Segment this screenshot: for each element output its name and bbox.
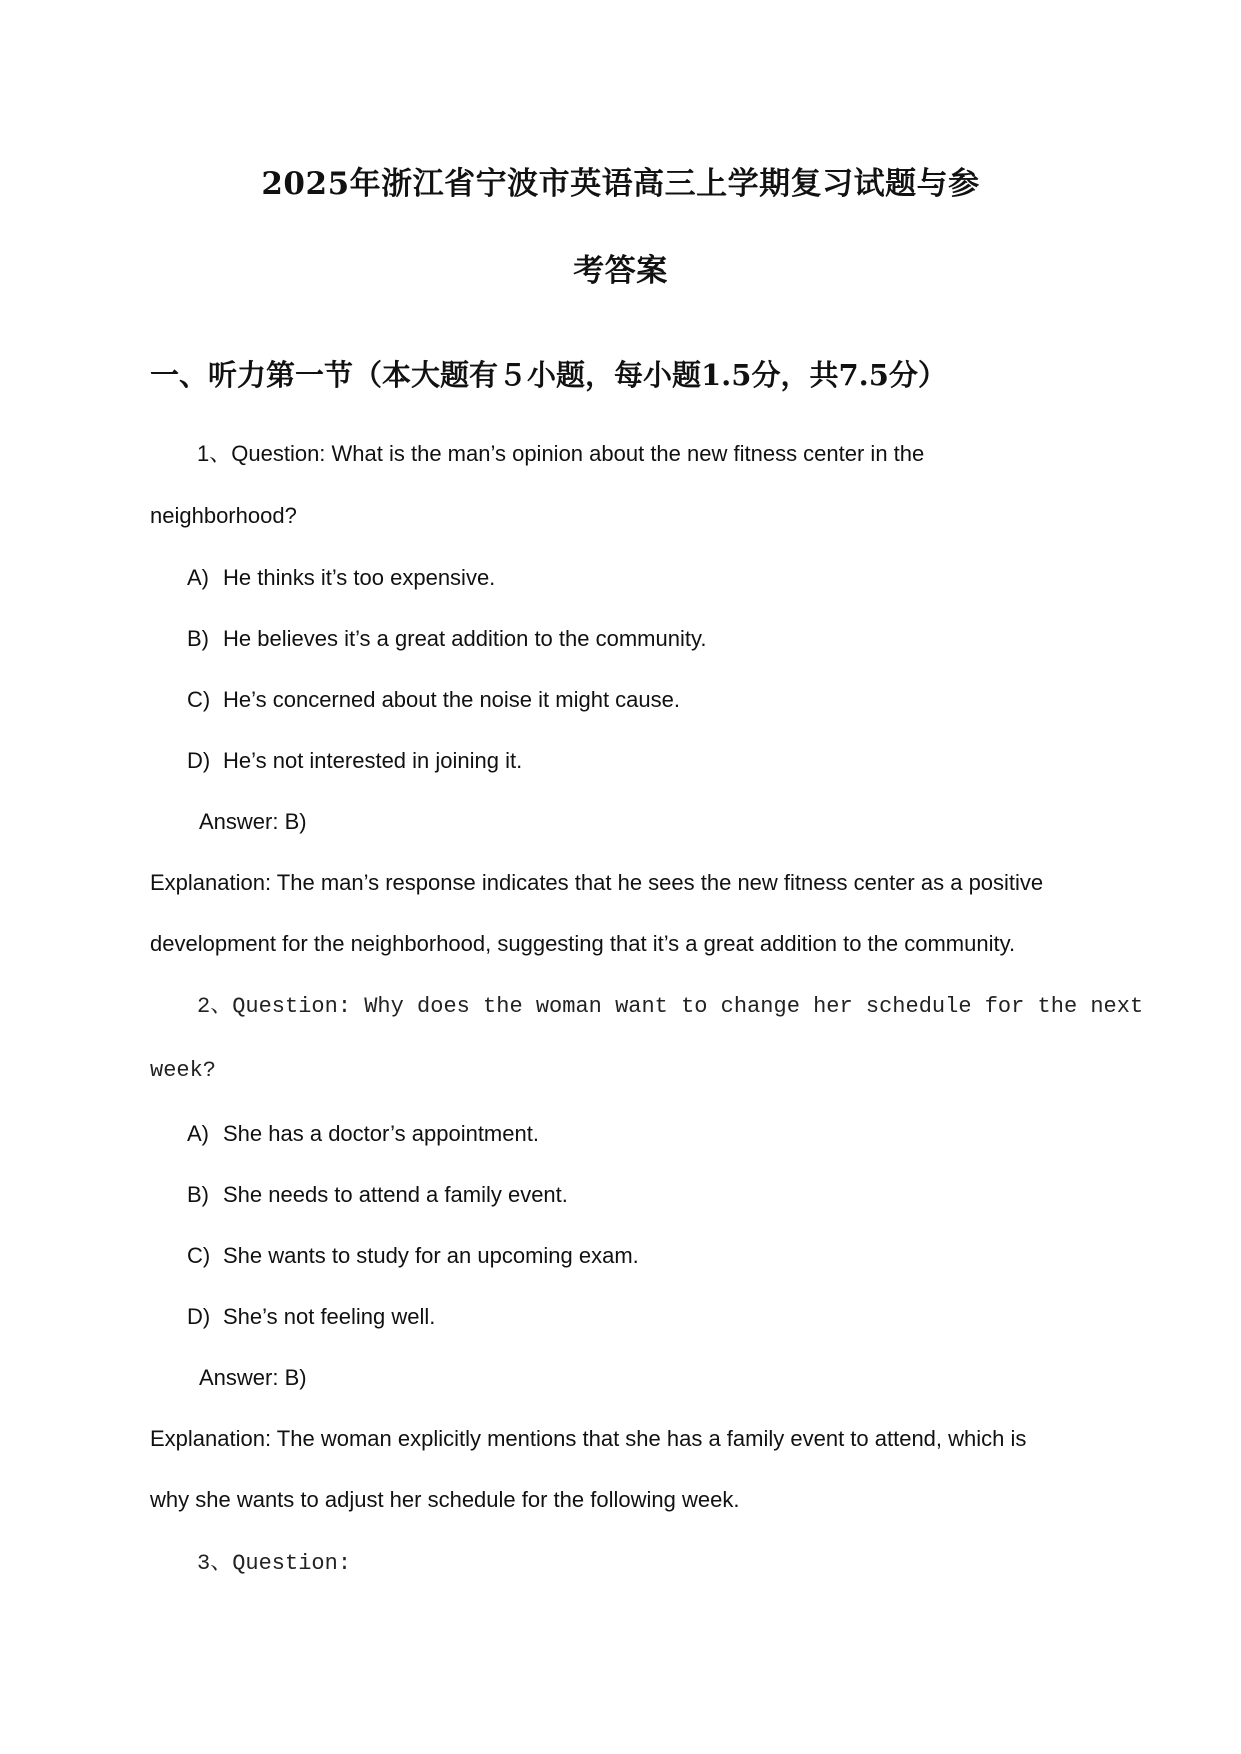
- option-text: He’s not interested in joining it.: [223, 748, 523, 773]
- q2-explanation-line2: why she wants to adjust her schedule for the following week.: [150, 1487, 740, 1512]
- option-letter: C): [187, 687, 211, 712]
- section-heading: 一、听力第一节（本大题有５小题，每小题1.5分，共7.5分）: [150, 358, 947, 392]
- q2-option-c: [187, 1242, 639, 1270]
- question-1-number: 1、: [197, 441, 232, 466]
- option-text: He thinks it’s too expensive.: [223, 565, 496, 590]
- document-title-line1: 2025年浙江省宁波市英语高三上学期复习试题与参: [261, 166, 980, 202]
- question-1-line1: [197, 440, 924, 468]
- question-1-line2: neighborhood?: [150, 503, 297, 528]
- q2-option-a: [187, 1120, 539, 1148]
- q2-option-b: [187, 1181, 568, 1209]
- option-letter: C): [187, 1243, 211, 1268]
- option-letter: D): [187, 1304, 211, 1329]
- question-3-line1: [197, 1550, 351, 1578]
- q1-option-c: [187, 686, 680, 714]
- option-letter: A): [187, 565, 209, 590]
- question-2-text: Question: Why does the woman want to change her schedule for the next: [232, 994, 1144, 1019]
- option-text: She has a doctor’s appointment.: [223, 1121, 539, 1146]
- q1-option-b: [187, 625, 706, 653]
- document-title-line2: 考答案: [573, 253, 668, 289]
- q2-explanation-line1: Explanation: The woman explicitly mentions that she has a family event to attend, which is: [150, 1426, 1027, 1451]
- option-text: She needs to attend a family event.: [223, 1182, 568, 1207]
- option-letter: B): [187, 626, 209, 651]
- q1-option-a: [187, 564, 495, 592]
- question-2-line1: [197, 993, 1143, 1021]
- q1-option-d: [187, 747, 522, 775]
- question-1-text: Question: What is the man’s opinion about the new fitness center in the: [231, 441, 925, 466]
- q1-answer: Answer: B): [199, 809, 307, 834]
- question-3-text: Question:: [232, 1551, 352, 1576]
- question-2-number: 2、: [197, 994, 233, 1019]
- option-text: She’s not feeling well.: [223, 1304, 436, 1329]
- question-2-line2: week?: [150, 1058, 217, 1083]
- q1-explanation-line1: Explanation: The man’s response indicates that he sees the new fitness center as a positive: [150, 870, 1044, 895]
- option-text: He’s concerned about the noise it might cause.: [223, 687, 680, 712]
- option-letter: D): [187, 748, 211, 773]
- q1-explanation-line2: development for the neighborhood, suggesting that it’s a great addition to the community.: [150, 931, 1016, 956]
- option-text: She wants to study for an upcoming exam.: [223, 1243, 639, 1268]
- option-letter: B): [187, 1182, 209, 1207]
- option-text: He believes it’s a great addition to the community.: [223, 626, 707, 651]
- q2-option-d: [187, 1303, 435, 1331]
- q2-answer: Answer: B): [199, 1365, 307, 1390]
- option-letter: A): [187, 1121, 209, 1146]
- question-3-number: 3、: [197, 1551, 233, 1576]
